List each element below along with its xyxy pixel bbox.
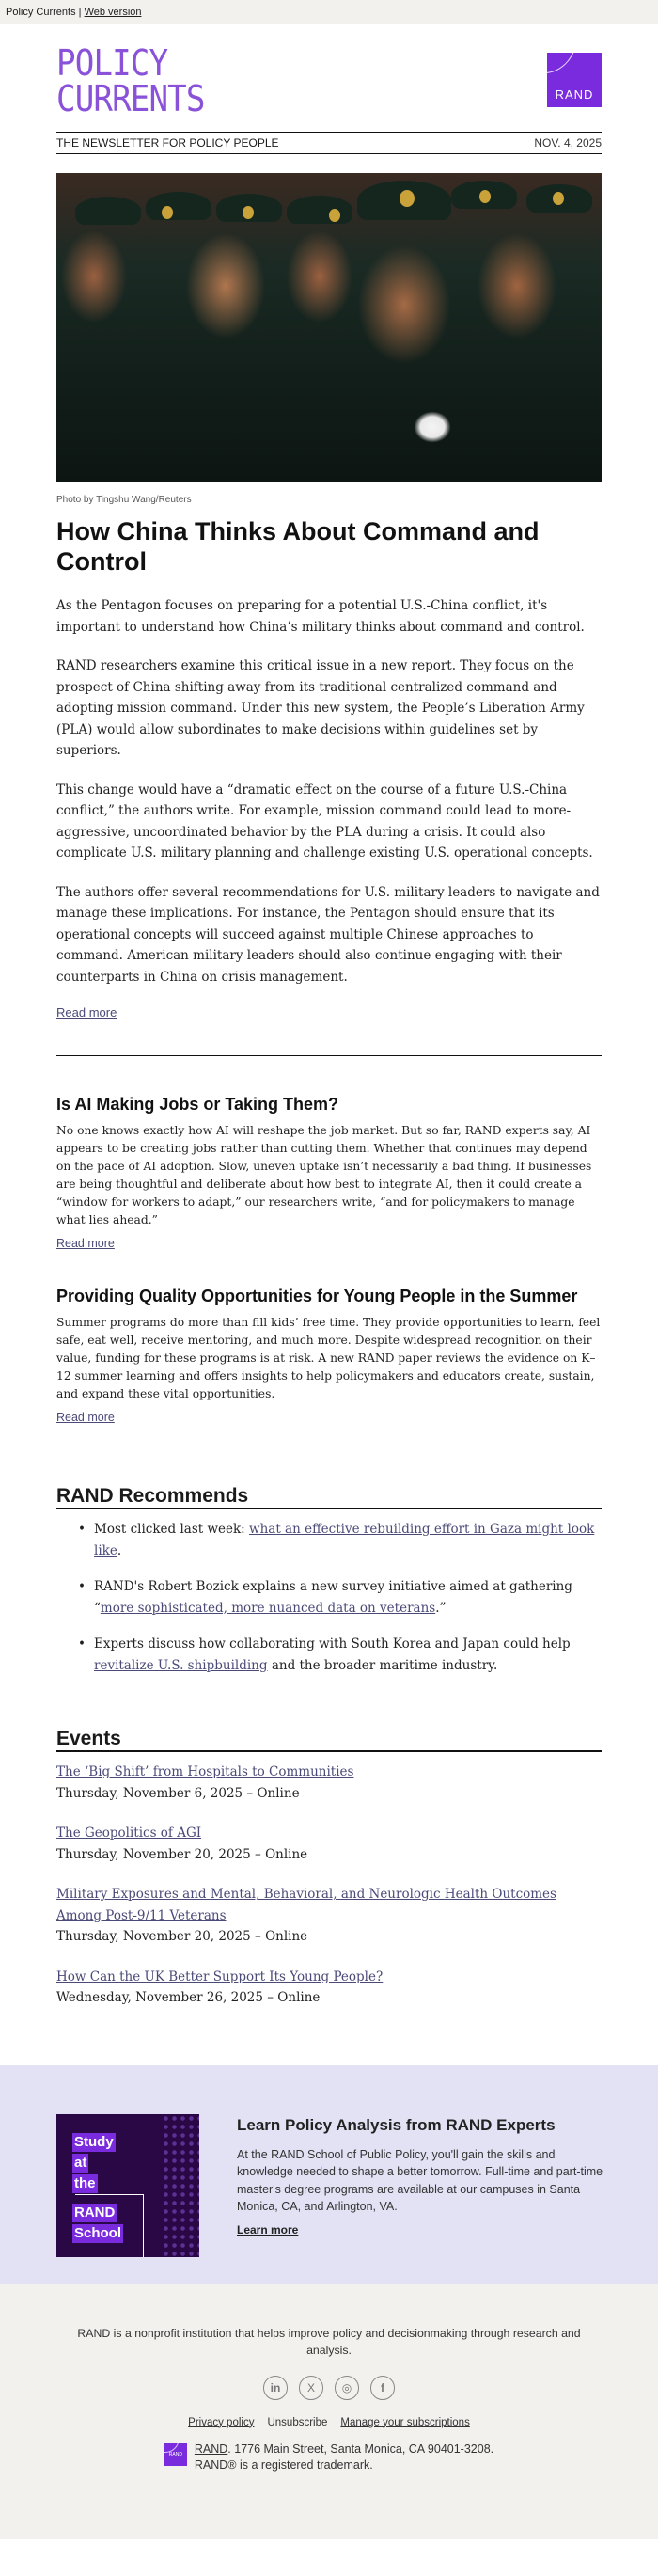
masthead xyxy=(56,24,602,135)
linkedin-icon[interactable]: in xyxy=(263,2376,288,2400)
cap-badge xyxy=(553,192,564,205)
paragraph: RAND researchers examine this critical issue in a new report. They focus on the prospect of China shifting away from its traditional centralized command and adopting mission command. Under this new system, the People’s Liberation Army (PLA) would allow subordinates to make decisions within guidelines set by superiors. xyxy=(56,658,585,758)
event-item xyxy=(56,1967,602,2009)
top-bar xyxy=(0,0,658,24)
cap-badge xyxy=(162,206,173,219)
bullet-icon: • xyxy=(78,1636,86,1651)
story-title: Providing Quality Opportunities for Young People in the Summer xyxy=(56,1287,578,1305)
social-links xyxy=(0,2376,658,2400)
event-date: Thursday, November 6, 2025 – Online xyxy=(56,1785,300,1801)
recommend-link[interactable]: more sophisticated, more nuanced data on veterans xyxy=(100,1600,436,1616)
cap-badge xyxy=(243,206,254,219)
event-item xyxy=(56,1823,602,1865)
trademark-text: RAND® is a registered trademark. xyxy=(194,2457,373,2472)
story-title: Is AI Making Jobs or Taking Them? xyxy=(56,1095,339,1114)
facebook-icon[interactable]: f xyxy=(370,2376,395,2400)
story-summer-programs xyxy=(56,1286,602,1426)
list-item: • Most clicked last week: what an effective rebuilding effort in Gaza might look like. xyxy=(56,1519,602,1561)
x-icon[interactable]: X xyxy=(299,2376,323,2400)
event-link[interactable]: The ‘Big Shift’ from Hospitals to Communities xyxy=(56,1764,354,1779)
address-text: . 1776 Main Street, Santa Monica, CA 90401-3208. xyxy=(227,2442,494,2456)
lead-story-body xyxy=(56,595,602,988)
event-item xyxy=(56,1762,602,1804)
paragraph: The authors offer several recommendations for U.S. military leaders to navigate and manage these implications. For instance, the Pentagon should ensure that its operational concepts will succeed against multiple Chinese approaches to command. American military leaders should also continue engaging with their counterparts in China on crisis management. xyxy=(56,884,600,985)
section-divider xyxy=(56,1055,602,1056)
story-read-more-link[interactable]: Read more xyxy=(56,1411,115,1424)
cap-shape xyxy=(75,197,141,225)
recommends-list xyxy=(56,1519,602,1676)
events-heading: Events xyxy=(56,1729,602,1752)
event-date: Thursday, November 20, 2025 – Online xyxy=(56,1929,308,1944)
cap-badge xyxy=(400,190,415,207)
dot-pattern xyxy=(162,2114,199,2257)
event-date: Wednesday, November 26, 2025 – Online xyxy=(56,1990,321,2005)
story-read-more-link[interactable]: Read more xyxy=(56,1237,115,1250)
privacy-policy-link[interactable]: Privacy policy xyxy=(188,2416,255,2428)
instagram-icon[interactable]: ◎ xyxy=(335,2376,359,2400)
issue-date: NOV. 4, 2025 xyxy=(534,136,602,150)
cap-badge xyxy=(479,190,491,203)
mission-statement: RAND is a nonprofit institution that helps improve policy and decisionmaking through research and analysis. xyxy=(77,2326,581,2357)
rand-mini-logo: RAND xyxy=(164,2443,187,2466)
event-link[interactable]: Military Exposures and Mental, Behavioral, and Neurologic Health Outcomes Among Post-9/11 Veterans xyxy=(56,1887,556,1923)
rand-school-promo xyxy=(0,2065,658,2284)
newsletter-label: Policy Currents | xyxy=(6,7,85,18)
footer-links xyxy=(0,2417,658,2428)
promo-title: Learn Policy Analysis from RAND Experts xyxy=(237,2115,556,2134)
rand-logo[interactable]: RAND xyxy=(547,53,602,107)
rand-link[interactable]: RAND xyxy=(194,2442,228,2456)
tagline: THE NEWSLETTER FOR POLICY PEOPLE xyxy=(56,136,279,150)
hero-image[interactable] xyxy=(56,173,602,482)
cap-badge xyxy=(329,209,340,222)
story-ai-jobs xyxy=(56,1094,602,1252)
list-item: • Experts discuss how collaborating with South Korea and Japan could help revitalize U.S. shipbuilding and the broader maritime industry. xyxy=(56,1634,602,1676)
recommends-heading: RAND Recommends xyxy=(56,1486,602,1509)
recommend-link[interactable]: revitalize U.S. shipbuilding xyxy=(94,1657,268,1673)
address-block xyxy=(0,2442,658,2473)
bullet-icon: • xyxy=(78,1522,86,1537)
manage-subscriptions-link[interactable]: Manage your subscriptions xyxy=(340,2416,470,2428)
learn-more-link[interactable]: Learn more xyxy=(237,2222,299,2236)
event-link[interactable]: The Geopolitics of AGI xyxy=(56,1825,202,1841)
newsletter-title: POLICY CURRENTS xyxy=(56,42,205,119)
bullet-icon: • xyxy=(78,1579,86,1594)
list-item: • RAND's Robert Bozick explains a new survey initiative aimed at gathering “more sophisticated, more nuanced data on veterans.” xyxy=(56,1576,602,1619)
photo-credit: Photo by Tingshu Wang/Reuters xyxy=(56,495,192,505)
rand-school-image[interactable]: Study at the RAND School xyxy=(56,2114,199,2257)
story-body: No one knows exactly how AI will reshape the job market. But so far, RAND experts say, AI appears to be creating jobs rather than cutting them. Whether that continues may depend on the pace of AI adoption. Slow, uneven uptake isn’t necessarily a bad thing. If businesses are being thoughtful and deliberate about how best to integrate AI, then it could create a “window for workers to adapt,” our researchers write, “and for policymakers to manage what lies ahead.” xyxy=(56,1124,592,1226)
event-link[interactable]: How Can the UK Better Support Its Young People? xyxy=(56,1968,384,1984)
promo-body: At the RAND School of Public Policy, you'll gain the skills and knowledge needed to shape a better tomorrow. Full-time and part-time master's degree programs are available at our campuses in Santa Monica, CA, and Arlington, VA. xyxy=(237,2147,603,2213)
event-date: Thursday, November 20, 2025 – Online xyxy=(56,1846,308,1862)
footer xyxy=(0,2284,658,2539)
paragraph: This change would have a “dramatic effect on the course of a future U.S.-China conflict,” the authors write. For example, mission command could lead to more-aggressive, uncoordinated behavior by the PLA during a crisis. It could also complicate U.S. military planning and challenge existing U.S. operational concepts. xyxy=(56,782,593,861)
event-item xyxy=(56,1884,602,1948)
paragraph: As the Pentagon focuses on preparing for a potential U.S.-China conflict, it's important to understand how China’s military thinks about command and control. xyxy=(56,598,585,635)
lead-read-more-link[interactable]: Read more xyxy=(56,1005,118,1019)
unsubscribe-link[interactable]: Unsubscribe xyxy=(267,2416,328,2428)
cap-shape xyxy=(287,196,352,224)
tagline-bar xyxy=(56,132,602,154)
events-list xyxy=(56,1762,602,2009)
cap-shape xyxy=(146,192,212,220)
web-version-link[interactable]: Web version xyxy=(84,7,142,18)
story-body: Summer programs do more than fill kids’ free time. They provide opportunities to learn, feel safe, eat well, receive mentoring, and much more. Despite widespread recognition on their value, funding for these programs is at risk. A new RAND paper reviews the evidence on K–12 summer learning and offers insights to help policymakers and educators create, sustain, and expand these vital opportunities. xyxy=(56,1316,601,1400)
lead-story-title: How China Thinks About Command and Control xyxy=(56,517,540,576)
logo-arc xyxy=(547,53,577,73)
recommend-link[interactable]: what an effective rebuilding effort in Gaza might look like xyxy=(94,1522,595,1558)
